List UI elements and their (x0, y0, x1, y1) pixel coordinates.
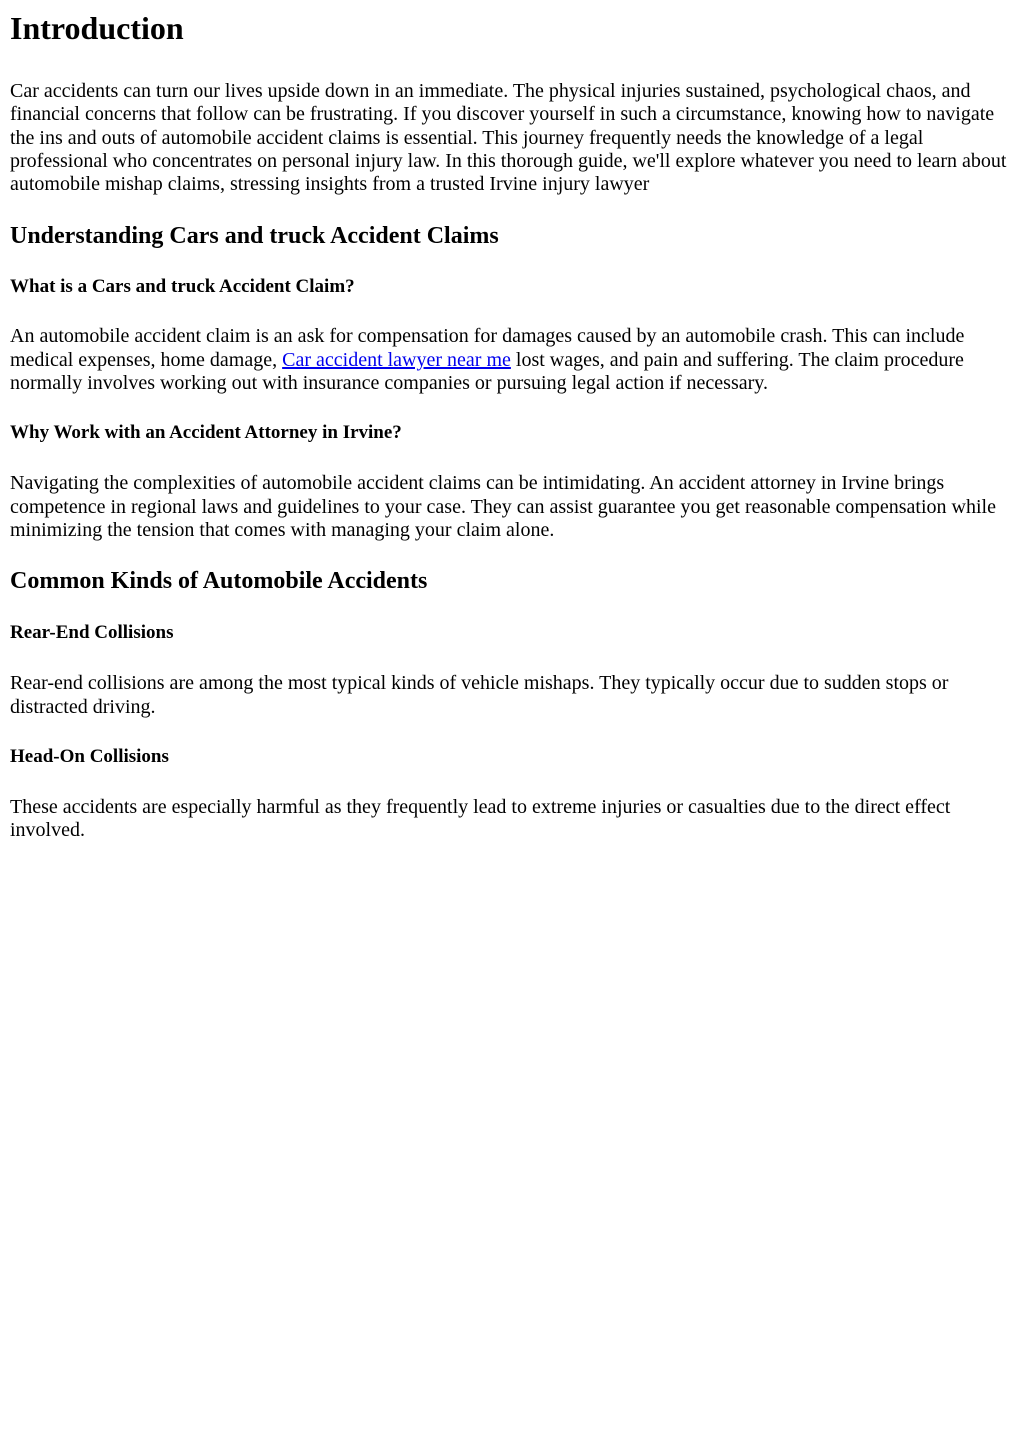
page-title: Introduction (10, 10, 184, 46)
car-accident-lawyer-link[interactable]: Car accident lawyer near me (282, 348, 511, 371)
subheading-rear-end: Rear-End Collisions (10, 622, 174, 644)
subheading-head-on: Head-On Collisions (10, 745, 169, 767)
paragraph-text-after-link: lost wages, and pain and suffering. The claim procedure normally involves working out with insurance companies or pursuing legal action if necessary. (10, 348, 964, 395)
paragraph-what-is-claim (10, 325, 1014, 395)
paragraph-rear-end: Rear-end collisions are among the most typical kinds of vehicle mishaps. They typically occur due to sudden stops or distracted driving. (10, 672, 949, 718)
paragraph-text-before-link: An automobile accident claim is an ask for compensation for damages caused by an automobile crash. This can include medical expenses, home damage, (10, 325, 965, 371)
paragraph-head-on: These accidents are especially harmful as they frequently lead to extreme injuries or casualties due to the direct effect involved. (10, 795, 951, 842)
subheading-why-attorney: Why Work with an Accident Attorney in Irvine? (10, 422, 402, 444)
subheading-what-is-claim: What is a Cars and truck Accident Claim? (10, 276, 355, 298)
intro-paragraph: Car accidents can turn our lives upside down in an immediate. The physical injuries sustained, psychological chaos, and financial concerns that follow can be frustrating. If you discover yourself in such a circumstance, knowing how to navigate the ins and outs of automobile accident claims is essential. This journey frequently needs the knowledge of a legal professional who concentrates on personal injury law. In this thorough guide, we'll explore whatever you need to learn about automobile mishap claims, stressing insights from a trusted Irvine injury lawyer (10, 80, 1007, 196)
paragraph-why-attorney: Navigating the complexities of automobile accident claims can be intimidating. An accident attorney in Irvine brings competence in regional laws and guidelines to your case. They can assist guarantee you get reasonable compensation while minimizing the tension that comes with managing your claim alone. (10, 472, 996, 541)
section-heading-common-accidents: Common Kinds of Automobile Accidents (10, 568, 428, 595)
section-heading-understanding-claims: Understanding Cars and truck Accident Claims (10, 223, 499, 250)
article (0, 10, 1024, 842)
